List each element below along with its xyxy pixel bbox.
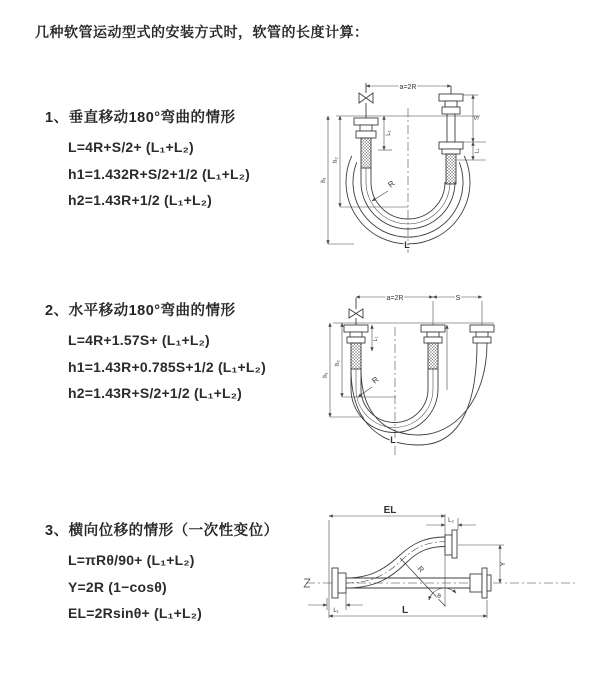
formula-3-Y: Y=2R (1−cosθ)	[68, 578, 167, 595]
flange	[332, 568, 338, 598]
section-1-heading: 1、垂直移动180°弯曲的情形	[45, 110, 236, 126]
flange	[445, 535, 452, 555]
valve-icon	[359, 93, 373, 103]
hose-drawing	[333, 298, 494, 455]
length-label: L	[390, 435, 396, 445]
dim-label-l1-right: L₁	[474, 148, 481, 154]
dim-label-l1: L₁	[373, 336, 379, 342]
flange	[354, 118, 378, 125]
formula-1-h2: h2=1.43R+1/2 (L₁+L₂)	[68, 192, 213, 208]
flange	[344, 325, 368, 332]
dim-label-h2: h₂	[333, 157, 339, 163]
diagram-horizontal-180-bend	[308, 283, 600, 458]
length-label: L	[404, 240, 410, 250]
dimension-lines	[328, 86, 486, 244]
formula-3-EL: EL=2Rsinθ+ (L₁+L₂)	[68, 605, 203, 621]
diagram-vertical-180-bend	[308, 70, 598, 262]
dim-label-span: a=2R	[386, 295, 404, 302]
flange	[421, 325, 445, 332]
radius-label: R	[370, 374, 381, 386]
formula-2-L: L=4R+1.57S+ (L₁+L₂)	[68, 332, 210, 348]
angle-label: θ	[437, 593, 441, 600]
dim-label-h2: h₂	[335, 360, 341, 366]
dim-label-s: S	[455, 295, 461, 302]
braided-hose-section	[361, 138, 371, 168]
valve-icon	[349, 309, 363, 318]
dimension-lines	[308, 516, 504, 618]
dim-label-h1: h₁	[323, 372, 329, 378]
page-title: 几种软管运动型式的安装方式时，软管的长度计算：	[35, 24, 369, 40]
section-2-heading: 2、水平移动180°弯曲的情形	[45, 303, 236, 319]
braided-hose-section	[446, 154, 456, 184]
dim-label-el: EL	[383, 505, 397, 516]
section-3-heading: 3、横向位移的情形（一次性变位）	[45, 523, 279, 539]
section-horizontal-180	[45, 299, 266, 407]
section-lateral-displacement	[45, 519, 279, 627]
hose-drawing	[304, 514, 578, 607]
flange	[470, 574, 482, 592]
length-label: L	[401, 605, 409, 616]
section-vertical-180	[45, 106, 250, 214]
formula-2-h1: h1=1.43R+0.785S+1/2 (L₁+L₂)	[68, 358, 266, 375]
flange	[439, 94, 463, 101]
formula-2-h2: h2=1.43R+S/2+1/2 (L₁+L₂)	[68, 385, 243, 401]
diagram-lateral-displacement	[300, 498, 600, 663]
formula-1-h1: h1=1.432R+S/2+1/2 (L₁+L₂)	[68, 165, 250, 182]
radius-label: R	[415, 564, 426, 575]
dim-label-span: a=2R	[399, 84, 417, 91]
dim-label-l1: L₁	[333, 608, 339, 614]
dim-label-l1-left: L₁	[386, 130, 392, 136]
hose-drawing	[336, 83, 480, 253]
dim-label-s: S	[474, 115, 481, 121]
flange	[470, 325, 494, 332]
braided-hose-section	[428, 343, 438, 369]
formula-1-L: L=4R+S/2+ (L₁+L₂)	[68, 139, 194, 155]
formula-3-L: L=πRθ/90+ (L₁+L₂)	[68, 552, 195, 568]
braided-hose-section	[351, 343, 361, 369]
radius-label: R	[386, 178, 397, 190]
dim-label-y: Y	[500, 561, 507, 567]
dim-label-h1: h₁	[321, 177, 327, 183]
dim-label-l2: L₂	[448, 518, 454, 524]
